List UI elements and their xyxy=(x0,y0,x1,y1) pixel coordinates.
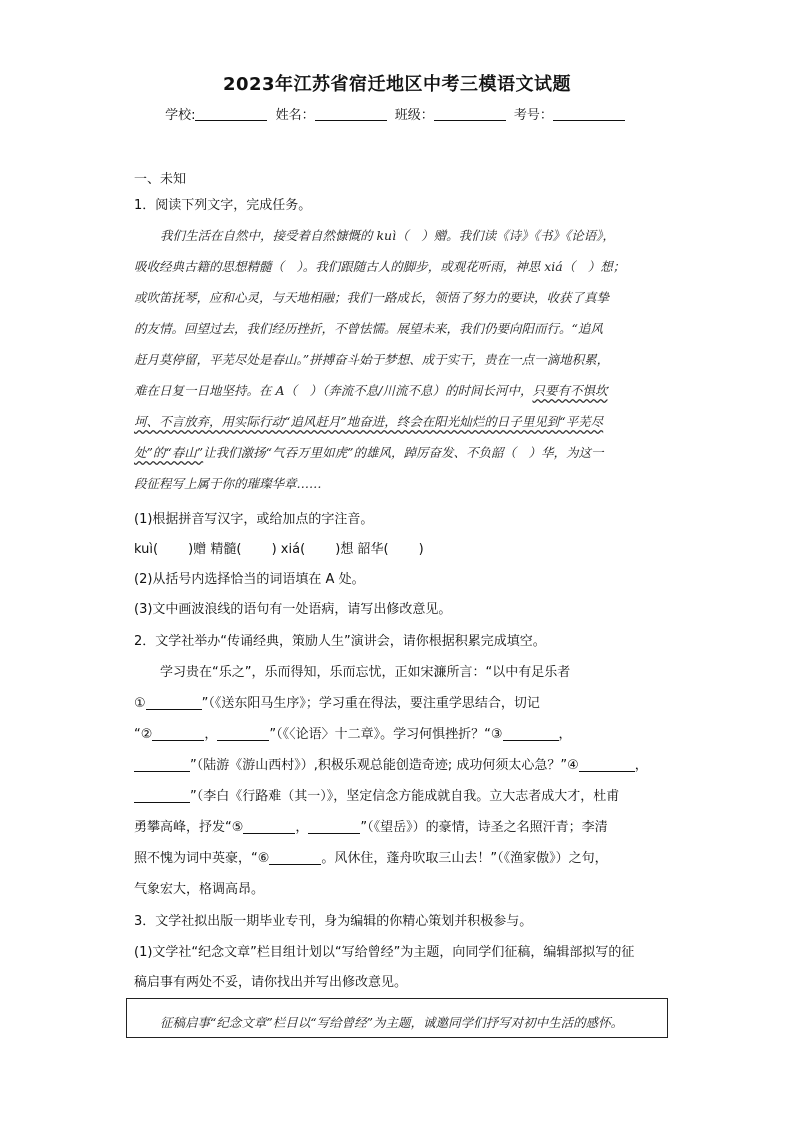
q2-line: 学习贵在“乐之”，乐而得知，乐而忘忧，正如宋濂所言：“以中有足乐者 xyxy=(160,665,571,680)
answer-blank[interactable] xyxy=(217,726,269,741)
q1-passage-line xyxy=(134,381,607,399)
section-heading: 一、未知 xyxy=(134,172,187,187)
answer-blank[interactable] xyxy=(152,726,204,741)
number-label: 考号： xyxy=(513,108,553,123)
name-label: 姓名： xyxy=(275,108,315,123)
blank-marker: ① xyxy=(134,696,146,711)
answer-blank[interactable] xyxy=(579,757,635,772)
q1-passage-line: 赶月莫停留，平芜尽处是春山。”拼搏奋斗始于梦想、成于实干，贵在一点一滴地积累， xyxy=(134,352,610,367)
student-info-row xyxy=(0,104,794,123)
q2-text: ， xyxy=(634,758,648,773)
q1-passage-line: 我们生活在自然中，接受着自然慷慨的 kuì（ ）赠。我们读《诗》《书》《论语》， xyxy=(160,228,615,243)
q2-text: ”（《〈论语〉十二章》。学习何惧挫折？“③ xyxy=(269,727,503,742)
q1-stem: 1．阅读下列文字，完成任务。 xyxy=(134,198,312,213)
q2-text: 勇攀高峰，抒发“⑤ xyxy=(134,820,244,835)
number-field[interactable] xyxy=(553,107,625,121)
wavy-sentence: 坷、不言放弃，用实际行动“追风赶月”地奋进，终会在阳光灿烂的日子里见到“平芜尽 xyxy=(134,414,604,429)
q1-passage-line: 段征程写上属于你的璀璨华章…… xyxy=(134,476,322,491)
q2-text: ， xyxy=(558,727,572,742)
q1-passage-line: 或吹笛抚琴，应和心灵，与天地相融；我们一路成长，领悟了努力的要诀，收获了真挚 xyxy=(134,290,610,305)
q3-sub1: (1)文学社“纪念文章”栏目组计划以“写给曾经”为主题，向同学们征稿，编辑部拟写的征 xyxy=(134,945,635,960)
q2-line xyxy=(134,816,608,835)
q2-text: 。风休住，蓬舟吹取三山去！”（《渔家傲》）之句， xyxy=(321,851,608,866)
q2-line xyxy=(134,723,572,742)
answer-blank[interactable] xyxy=(134,788,190,803)
q2-line xyxy=(134,847,608,866)
q3-stem: 3．文学社拟出版一期毕业专刊，身为编辑的你精心策划并积极参与。 xyxy=(134,914,533,929)
q1-passage-line: 的友情。回望过去，我们经历挫折，不曾怯懦。展望未来，我们仍要向阳而行。“追风 xyxy=(134,321,603,336)
q2-text: 照不愧为词中英豪，“⑥ xyxy=(134,851,270,866)
q1-sub1-items: kuì( )赠 精髓( ) xiá( )想 韶华( ) xyxy=(134,542,424,557)
q2-text: ”（《望岳》）的豪情，诗圣之名照汗青；李清 xyxy=(360,820,608,835)
q2-line xyxy=(134,692,540,711)
school-field[interactable] xyxy=(195,107,267,121)
q1-sub2: (2)从括号内选择恰当的词语填在 A 处。 xyxy=(134,572,365,587)
q2-text: ， xyxy=(204,727,218,742)
q1-sub1: (1)根据拼音写汉字，或给加点的字注音。 xyxy=(134,512,374,527)
blank-marker: “② xyxy=(134,727,153,742)
wavy-sentence: 只要有不惧坎 xyxy=(532,383,608,398)
school-label: 学校: xyxy=(165,108,196,123)
answer-blank[interactable] xyxy=(269,850,321,865)
q1-sub3: (3)文中画波浪线的语句有一处语病，请写出修改意见。 xyxy=(134,602,452,617)
answer-blank[interactable] xyxy=(134,757,190,772)
page-title: 2023年江苏省宿迁地区中考三模语文试题 xyxy=(222,74,572,95)
q1-passage-line xyxy=(134,443,603,461)
q2-text: ”（李白《行路难（其一）》，坚定信念方能成就自我。立大志者成大才，杜甫 xyxy=(190,789,620,804)
answer-blank[interactable] xyxy=(146,695,202,710)
notice-text: 征稿启事“纪念文章”栏目以“写给曾经”为主题，诚邀同学们抒写对初中生活的感怀。 xyxy=(160,1015,624,1030)
q2-text: ”（陆游《游山西村》）,积极乐观总能创造奇迹; 成功何须太心急？”④ xyxy=(190,758,579,773)
q2-line: 气象宏大，格调高昂。 xyxy=(134,882,265,897)
q1-passage-text: 难在日复一日地坚持。在 A（ ）（奔流不息/川流不息）的时间长河中， xyxy=(134,383,533,398)
answer-blank[interactable] xyxy=(503,726,559,741)
wavy-sentence: 处”的“春山” xyxy=(134,445,204,460)
q2-text: ”（《送东阳马生序》；学习重在得法，要注重学思结合，切记 xyxy=(201,696,540,711)
answer-blank[interactable] xyxy=(308,819,360,834)
answer-blank[interactable] xyxy=(243,819,295,834)
q3-sub1: 稿启事有两处不妥，请你找出并写出修改意见。 xyxy=(134,975,408,990)
q2-line xyxy=(134,754,648,773)
class-label: 班级： xyxy=(394,108,434,123)
q2-stem: 2．文学社举办“传诵经典，策励人生”演讲会，请你根据积累完成填空。 xyxy=(134,634,546,649)
q1-passage-line: 吸收经典古籍的思想精髓（ ）。我们跟随古人的脚步，或观花听雨，神思 xiá（ ）想； xyxy=(134,259,626,274)
q2-text: ， xyxy=(295,820,309,835)
q2-line xyxy=(134,785,619,804)
name-field[interactable] xyxy=(315,107,387,121)
q1-passage-text: 让我们激扬“气吞万里如虎”的雄风，踔厉奋发、不负韶（ ）华，为这一 xyxy=(203,445,604,460)
class-field[interactable] xyxy=(434,107,506,121)
